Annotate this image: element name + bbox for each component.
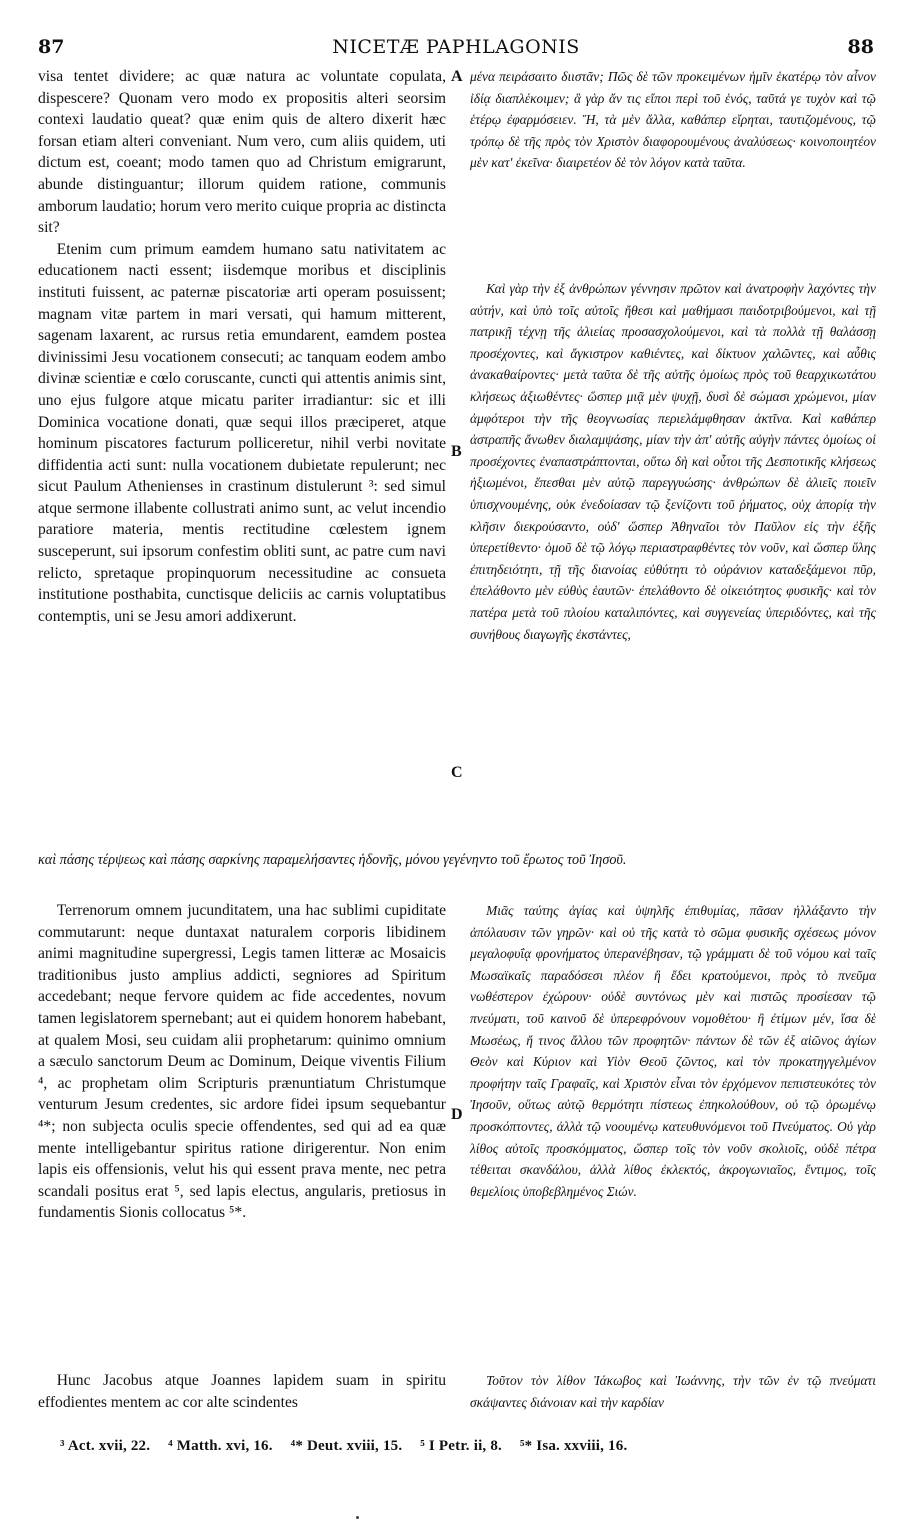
page-number-right: 88 [847, 36, 874, 58]
latin-paragraph-1: visa tentet dividere; ac quæ natura ac voluntate copulata, dispescere? Quonam vero modo ex propositis alteri seorsim contexi laudatio queat? quæ enim quis de altero dixerit hæc forsan etiam alteri conveniant. Num vero, cum aliis quidem, uti dictum est, coeant; modo tamen quo ad Christum emigrarunt, abunde distinguantur; illorum quidem ratione, communis amborum laudatio; horum vero merito cuique propria ac distincta sit? [38, 68, 446, 237]
running-title: NICETÆ PAPHLAGONIS [332, 36, 580, 58]
margin-marker-b: B [451, 443, 462, 460]
fullwidth-text: καὶ πάσης τέρψεως καὶ πάσης σαρκίνης παραμελήσαντες ἡδονῆς, μόνου γεγένηντο τοῦ ἔρωτος τοῦ Ἰησοῦ. [38, 852, 627, 868]
greek-column-upper-2 [470, 278, 876, 645]
latin-paragraph-2: Etenim cum primum eamdem humano satu nativitatem ac educationem nacti essent; iisdemque moribus et disciplinis instituti fuissent, ac paternæ piscatoriæ arti operam posuissent; magnam vitæ partem in mari versati, qui hamum mitterent, sagenam laxarent, ac rursus retia emundarent, eamdem postea divinissimi Jesu vocationem consecuti; ac tanquam eodem ambo divinæ scientiæ e cœlo coruscante, cuncti qui attentis animis sint, uno ejus fulgore atque micatu pariter irradiantur: sic et illi Dominica vocatione donati, quæ sequi illos præciperet, atque hominum piscatores facturum polliceretur, nihil verbi novitate diffidentia acti sunt: nulla vocationem dubietate repulerunt; nec sicut Paulum Athenienses in crastinum distulerunt ³: sed simul atque sermone illabente collustrati animo sunt, ac velut incendio paratiore materia, mentis rectitudine cœlestem ignem susceperunt, sui ipsorum confestim obliti sunt, ac patre cum navi relicto, spretaque propinquorum necessitudine ac consueta institutione posthabita, cunctisque deliciis ac carnis voluptatibus contemptis, uni se Jesu amori addixerunt. [38, 240, 446, 625]
margin-marker-a: A [451, 68, 463, 85]
fullwidth-greek-line [38, 850, 876, 872]
greek-paragraph-1: μένα πειράσαιτο διιστᾶν; Πῶς δὲ τῶν προκειμένων ἡμῖν ἑκατέρῳ τὸν αἶνον ἰδίᾳ διαπλέκοιμεν; ἃ γὰρ ἄν τις εἴποι περὶ τοῦ ἑνός, ταῦτά γε τυχὸν καὶ τῷ ἑτέρῳ ἐφαρμόσειεν. Ἤ, τὰ μὲν ἄλλα, καθάπερ εἴρηται, ταυτιζομένους, τῷ τρόπῳ δὲ τῆς πρὸς τὸν Χριστὸν διαφορουμένους ἀναλύσεως· κοινοποιητέον μὲν κατ' ἐκεῖνα· διαιρετέον δὲ τὸν λόγον κατὰ ταῦτα. [470, 69, 876, 171]
margin-marker-d: D [451, 1106, 463, 1123]
greek-column-lower [470, 900, 876, 1202]
greek-column-end [470, 1370, 876, 1413]
latin-paragraph-4: Hunc Jacobus atque Joannes lapidem suam in spiritu effodientes mentem ac cor alte scindentes [38, 1372, 446, 1411]
latin-column-lower [38, 900, 446, 1224]
running-header [38, 36, 874, 60]
footnote-5: ⁵* Isa. xxviii, 16. [519, 1438, 628, 1454]
greek-paragraph-3: Μιᾶς ταύτης ἁγίας καὶ ὑψηλῆς ἐπιθυμίας, πᾶσαν ἠλλάξαντο τὴν ἀπόλαυσιν τῶν γηρῶν· καὶ οὐ τῆς κατὰ τὸ σῶμα φυσικῆς σχέσεως μόνον μεγαλοφυΐᾳ φρονήματος ὑπερανέβησαν, τῷ γράμματι δὲ τοῦ νόμου καὶ ταῖς Μωσαϊκαῖς παραδόσεσι πλέον ἢ ἔδει κρατούμενοι, πρὸς τὸ πνεῦμα νωθέστερον ἐχώρουν· οὐδὲ συντόνως μὲν καὶ πιστῶς προσίεσαν τῷ πνεύματι, τοῦ καινοῦ δὲ ὑπερεφρόνουν νομοθέτου· ἢ ἐτίμων μέν, ἴσα δὲ Μωσέως, ἤ τινος ἄλλου τῶν προφητῶν· πάντων δὲ τῶν ἐξ αἰῶνος ἁγίων Θεὸν καὶ Κύριον καὶ Υἱὸν Θεοῦ ζῶντος, καὶ τὸν προκατηγγελμένον προφήτην ταῖς Γραφαῖς, καὶ Χριστὸν εἶναι τὸν ἐρχόμενον πεπιστευκότες τὸν Ἰησοῦν, οὕτως αὐτῷ θερμότητι πίστεως ἐπηκολούθουν, οὐ τῷ ὁρωμένῳ προσκόπτοντες, ἀλλὰ τῷ νοουμένῳ κατευθυνόμενοι τοῦ Πνεύματος. Οὐ γὰρ λίθος αὐτοῖς προσκόμματος, ὥσπερ τοῖς τὸν νοῦν σκολιοῖς, οὐδὲ πέτρα τέθειται σκανδάλου, ἀλλὰ λίθος ἐκλεκτός, ἀκρογωνιαῖος, ἔντιμος, τοῖς θεμελίοις ὑποβεβλημένος Σιών. [470, 903, 876, 1199]
greek-paragraph-2: Καὶ γὰρ τὴν ἐξ ἀνθρώπων γέννησιν πρῶτον καὶ ἀνατροφὴν λαχόντες τὴν αὐτήν, καὶ ὑπὸ τοῖς αὐτοῖς ἤθεσι καὶ μαθήμασι παιδοτριβούμενοι, καὶ τῇ πατρικῇ τέχνῃ τῆς ἁλιείας προσασχολούμενοι, καὶ τὰ πολλὰ τῇ θαλάσσῃ προσέχοντες, καὶ ἄγκιστρον καθιέντες, καὶ δίκτυον χαλῶντες, καὶ αὖθις ἀνακαθαίροντες· μετὰ ταῦτα δὲ τῆς αὐτῆς ὁμοίως πρὸς τοῦ θεαρχικωτάτου κλήσεως ἀξιωθέντες· ὥσπερ μιᾷ μὲν ψυχῇ, δυσὶ δὲ σώμασι χρώμενοι, μίαν ἀμφότεροι τὴν τῆς θεογνωσίας περιελάμφθησαν ἀκτῖνα. Καὶ καθάπερ ἀστραπῆς ἄνωθεν διαλαμψάσης, μίαν τὴν ἀπ' αὐτῆς αὐγὴν πάντες ὁμοίως οἱ προσέχοντες ἐναπαστράπτονται, οὕτω δὴ καὶ οὗτοι τῆς Δεσποτικῆς κλήσεως ἠξιωμένοι, ἕπεσθαι μὲν αὐτῷ παρεγγυώσης· ἀνθρώπων δὲ ἁλιεῖς ποιεῖν ὑπισχνουμένης, οὐκ ἐνεδοίασαν τῷ ξενίζοντι τοῦ ῥήματος, οὐχ ἀπορίᾳ τὴν κλῆσιν διεκρούσαντο, οὐδ' ὥσπερ Ἀθηναῖοι τὸν Παῦλον εἰς τὴν ἐξῆς ὑπερετίθεντο· ὁμοῦ δὲ τῷ λόγῳ περιαστραφθέντες τὸν νοῦν, καὶ ὥσπερ ὕλης ἐπιτηδειότητι, τῇ τῆς διανοίας εὐθύτητι τὸ οὐράνιον καταδεξάμενοι πῦρ, ἐπελάθοντο μὲν εὐθὺς ἑαυτῶν· ἐπελάθοντο δὲ οἰκειότητος φυσικῆς· καὶ τὸν πατέρα μετὰ τοῦ πλοίου καταλιπόντες, καὶ συγγενείας ὑπεριδόντες, καὶ τῆς συνήθους διαγωγῆς ἐκστάντες, [470, 281, 876, 642]
page-number-left: 87 [38, 36, 65, 58]
latin-column-end [38, 1370, 446, 1413]
greek-column-upper-1 [470, 66, 876, 174]
footnote-3: ⁴* Deut. xviii, 15. [290, 1438, 403, 1454]
margin-marker-c: C [451, 764, 463, 781]
latin-column-upper [38, 66, 446, 627]
footnote-2: ⁴ Matth. xvi, 16. [168, 1438, 273, 1454]
footnote-4: ⁵ I Petr. ii, 8. [420, 1438, 502, 1454]
footnote-1: ³ Act. xvii, 22. [60, 1438, 151, 1454]
print-speck [356, 1516, 359, 1519]
greek-paragraph-4: Τοῦτον τὸν λίθον Ἰάκωβος καὶ Ἰωάννης, τὴν τῶν ἐν τῷ πνεύματι σκάψαντες διάνοιαν καὶ τὴν καρδίαν [470, 1373, 876, 1410]
latin-paragraph-3: Terrenorum omnem jucunditatem, una hac sublimi cupiditate commutarunt: neque duntaxat naturalem corporis libidinem animi magnitudine supergressi, Legis tamen litteræ ac Mosaicis traditionibus justo amplius addicti, segniores ad Spiritum accedebant; neque fervore quidem ac fide accedentes, novum tamen legislatorem spernebant; aut ei quidem honorem habebant, at qualem Mosi, seu cuidam alii prophetarum: quinimo omnium a sæculo sanctorum Deum ac Dominum, Deique viventis Filium ⁴, ac prophetam olim Scripturis prænuntiatum Christumque venturum Jesum credentes, sic ardore fidei ipsum sequebantur ⁴*; non subjecta oculis specie offendentes, sed qui ad ea quæ mente intelligebantur spiritus ratione dirigerentur. Non enim lapis eis offensionis, velut his qui essent prava mente, nec petra scandali positus erat ⁵, sed lapis electus, angularis, pretiosus in fundamentis Sionis collocatus ⁵*. [38, 902, 446, 1222]
footnotes [60, 1438, 880, 1455]
